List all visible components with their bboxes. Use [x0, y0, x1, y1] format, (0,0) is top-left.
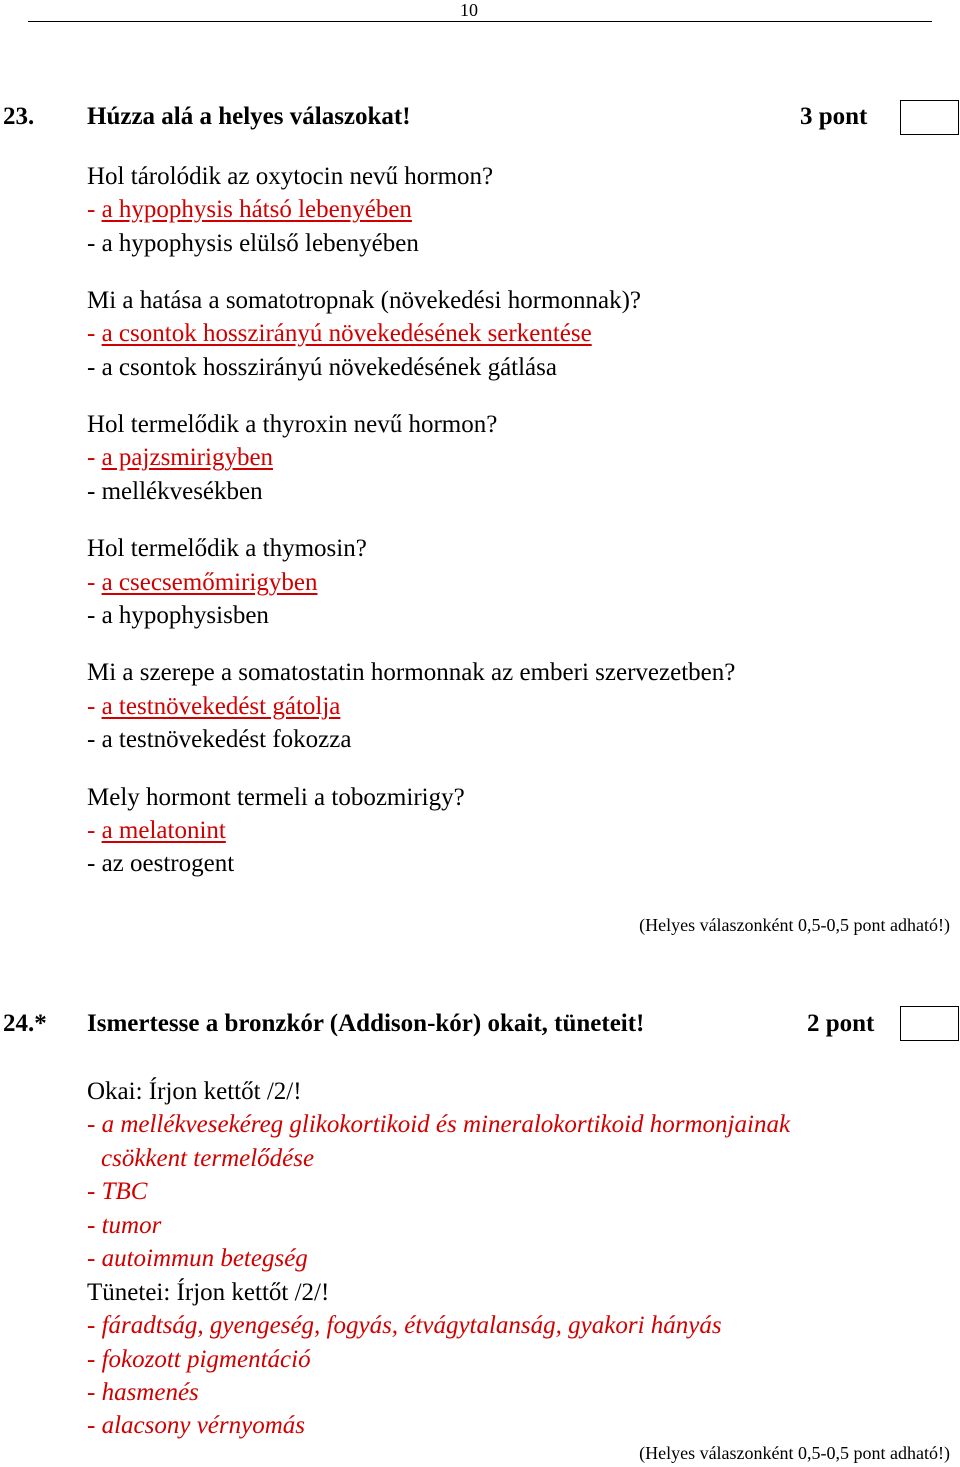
- q24-symptoms-label: Tünetei: Írjon kettőt /2/!: [87, 1279, 330, 1306]
- question-23-title: Húzza alá a helyes válaszokat!: [87, 103, 411, 130]
- question-24-points: 2 pont: [807, 1010, 875, 1037]
- q24-cause-3: - tumor: [87, 1212, 162, 1239]
- q23-correct-answer-6-text: a melatonint: [101, 817, 226, 844]
- q23-wrong-answer-4: - a hypophysisben: [87, 602, 269, 629]
- q23-question-6: Mely hormont termeli a tobozmirigy?: [87, 784, 465, 811]
- q24-cause-1-continued: csökkent termelődése: [101, 1145, 315, 1172]
- q24-symptom-4: - alacsony vérnyomás: [87, 1412, 305, 1439]
- q24-cause-4: - autoimmun betegség: [87, 1245, 308, 1272]
- q23-correct-answer-2: - a csontok hosszirányú növekedésének serkentése: [87, 320, 592, 347]
- q23-wrong-answer-3: - mellékvesékben: [87, 478, 263, 505]
- q24-symptom-2: - fokozott pigmentáció: [87, 1346, 311, 1373]
- q23-question-4: Hol termelődik a thymosin?: [87, 535, 367, 562]
- q23-correct-answer-6: - a melatonint: [87, 817, 226, 844]
- q24-cause-2: - TBC: [87, 1178, 148, 1205]
- q23-correct-answer-5: - a testnövekedést gátolja: [87, 693, 341, 720]
- q23-correct-answer-3-text: a pajzsmirigyben: [101, 444, 274, 471]
- question-24-title: Ismertesse a bronzkór (Addison-kór) okait, tüneteit!: [87, 1010, 645, 1037]
- q23-question-1: Hol tárolódik az oxytocin nevű hormon?: [87, 163, 494, 190]
- q23-question-2: Mi a hatása a somatotropnak (növekedési hormonnak)?: [87, 287, 641, 314]
- q23-correct-answer-1-text: a hypophysis hátsó lebenyében: [101, 196, 412, 223]
- question-23-score-box[interactable]: [900, 100, 959, 135]
- q23-correct-answer-4-text: a csecsemőmirigyben: [101, 569, 318, 596]
- q23-question-3: Hol termelődik a thyroxin nevű hormon?: [87, 411, 498, 438]
- q23-correct-answer-5-text: a testnövekedést gátolja: [101, 693, 341, 720]
- q24-symptom-3: - hasmenés: [87, 1379, 199, 1406]
- q24-symptom-1: - fáradtság, gyengeség, fogyás, étvágytalanság, gyakori hányás: [87, 1312, 722, 1339]
- header-divider: [28, 21, 932, 22]
- q23-correct-answer-1: - a hypophysis hátsó lebenyében: [87, 196, 412, 223]
- question-23-points: 3 pont: [800, 103, 868, 130]
- q23-wrong-answer-1: - a hypophysis elülső lebenyében: [87, 230, 419, 257]
- page-number: 10: [460, 0, 478, 20]
- q23-correct-answer-2-text: a csontok hosszirányú növekedésének serkentése: [101, 320, 592, 347]
- q23-wrong-answer-6: - az oestrogent: [87, 850, 235, 877]
- q23-question-5: Mi a szerepe a somatostatin hormonnak az emberi szervezetben?: [87, 659, 736, 686]
- q23-wrong-answer-5: - a testnövekedést fokozza: [87, 726, 352, 753]
- question-23-scoring-note: (Helyes válaszonként 0,5-0,5 pont adható!): [639, 915, 950, 935]
- question-23-number: 23.: [3, 103, 35, 130]
- question-24-scoring-note: (Helyes válaszonként 0,5-0,5 pont adható!): [639, 1443, 950, 1463]
- q24-cause-1: - a mellékvesekéreg glikokortikoid és mineralokortikoid hormonjainak: [87, 1111, 791, 1138]
- q23-correct-answer-3: - a pajzsmirigyben: [87, 444, 274, 471]
- q23-wrong-answer-2: - a csontok hosszirányú növekedésének gátlása: [87, 354, 557, 381]
- question-24-score-box[interactable]: [900, 1006, 959, 1041]
- q24-causes-label: Okai: Írjon kettőt /2/!: [87, 1078, 302, 1105]
- question-24-number: 24.*: [3, 1010, 47, 1037]
- q23-correct-answer-4: - a csecsemőmirigyben: [87, 569, 318, 596]
